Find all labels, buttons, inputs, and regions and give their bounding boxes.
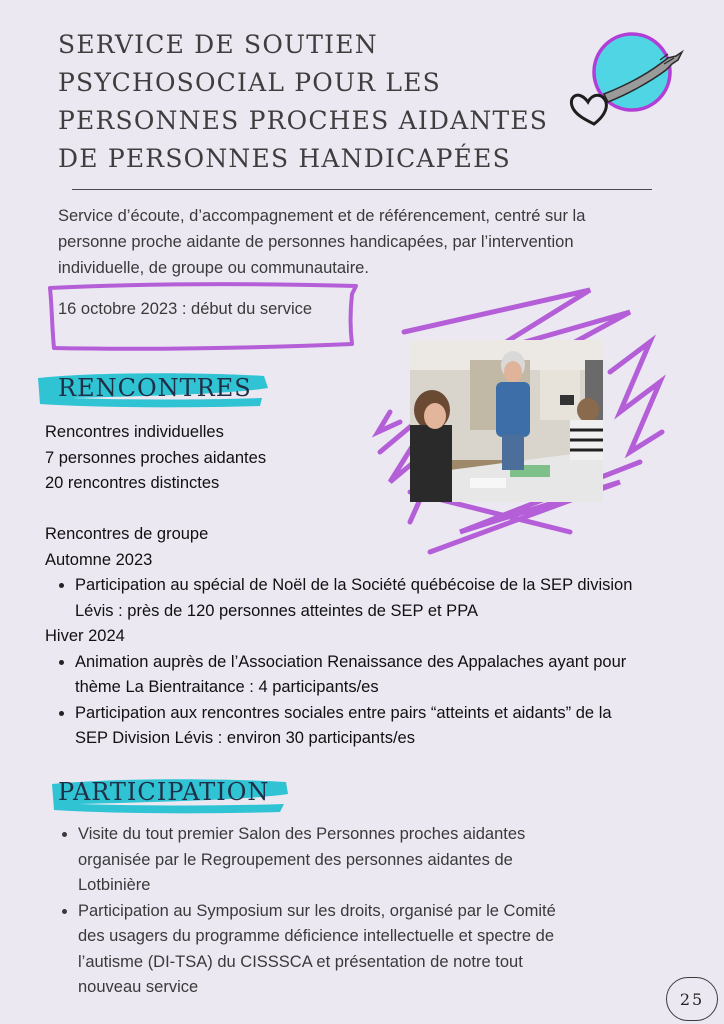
participation-list [48, 822, 648, 1001]
title-line: PERSONNES PROCHES AIDANTES [58, 106, 549, 135]
intro-line: individuelle, de groupe ou communautaire. [58, 259, 369, 277]
intro-line: personne proche aidante de personnes handicapées, par l’intervention [58, 233, 574, 251]
participation-heading-text: PARTICIPATION [58, 778, 270, 806]
rencontres-heading [32, 368, 272, 410]
individual-title: Rencontres individuelles [45, 423, 224, 441]
participation-heading [48, 772, 292, 816]
individual-stat: 20 rencontres distinctes [45, 474, 220, 492]
heart-hand-icon [564, 30, 688, 130]
list-item-line: Lévis : près de 120 personnes atteintes de SEP et PPA [75, 601, 478, 620]
autumn-label: Automne 2023 [45, 550, 153, 569]
individual-meetings [45, 420, 405, 497]
divider-line [72, 189, 652, 190]
page-title [58, 26, 598, 178]
list-item-line: Animation auprès de l’Association Renaissance des Appalaches ayant pour [75, 652, 627, 671]
list-item-line: l’autisme (DI-TSA) du CISSSCA et présentation de notre tout [78, 952, 523, 971]
intro-paragraph [58, 203, 668, 281]
list-item-line: nouveau service [78, 978, 199, 996]
list-item-line: organisée par le Regroupement des personnes aidantes de [78, 850, 513, 869]
list-item-line: Participation au Symposium sur les droits, organisé par le Comité [78, 901, 556, 920]
intro-line: Service d’écoute, d’accompagnement et de référencement, centré sur la [58, 207, 586, 225]
list-item-line: SEP Division Lévis : environ 30 participants/es [75, 729, 415, 747]
list-item-line: Visite du tout premier Salon des Personnes proches aidantes [78, 825, 526, 843]
title-line: DE PERSONNES HANDICAPÉES [58, 144, 511, 173]
start-date: 16 octobre 2023 : début du service [58, 300, 313, 318]
list-item-line: Participation aux rencontres sociales entre pairs “atteints et aidants” de la [75, 703, 612, 722]
rencontres-heading-text: RENCONTRES [58, 374, 252, 402]
individual-stat: 7 personnes proches aidantes [45, 448, 267, 467]
list-item [48, 899, 648, 1001]
page-number: 25 [666, 977, 718, 1021]
title-line: SERVICE DE SOUTIEN [58, 30, 378, 59]
list-item [45, 701, 705, 752]
winter-label: Hiver 2024 [45, 627, 125, 645]
winter-list [45, 650, 705, 752]
participation-items [48, 822, 648, 1001]
list-item [48, 822, 648, 899]
group-title: Rencontres de groupe [45, 525, 209, 543]
list-item-line: thème La Bientraitance : 4 participants/es [75, 678, 379, 696]
group-meetings [45, 522, 705, 752]
group-meeting-photo [410, 340, 603, 502]
title-line: PSYCHOSOCIAL POUR LES [58, 68, 442, 97]
autumn-list [45, 573, 705, 624]
list-item-line: Participation au spécial de Noël de la Société québécoise de la SEP division [75, 576, 633, 594]
photo-illustration [410, 340, 603, 502]
list-item-line: Lotbinière [78, 876, 151, 894]
list-item [45, 650, 705, 701]
list-item-line: des usagers du programme déficience intellectuelle et spectre de [78, 927, 555, 945]
list-item [45, 573, 705, 624]
